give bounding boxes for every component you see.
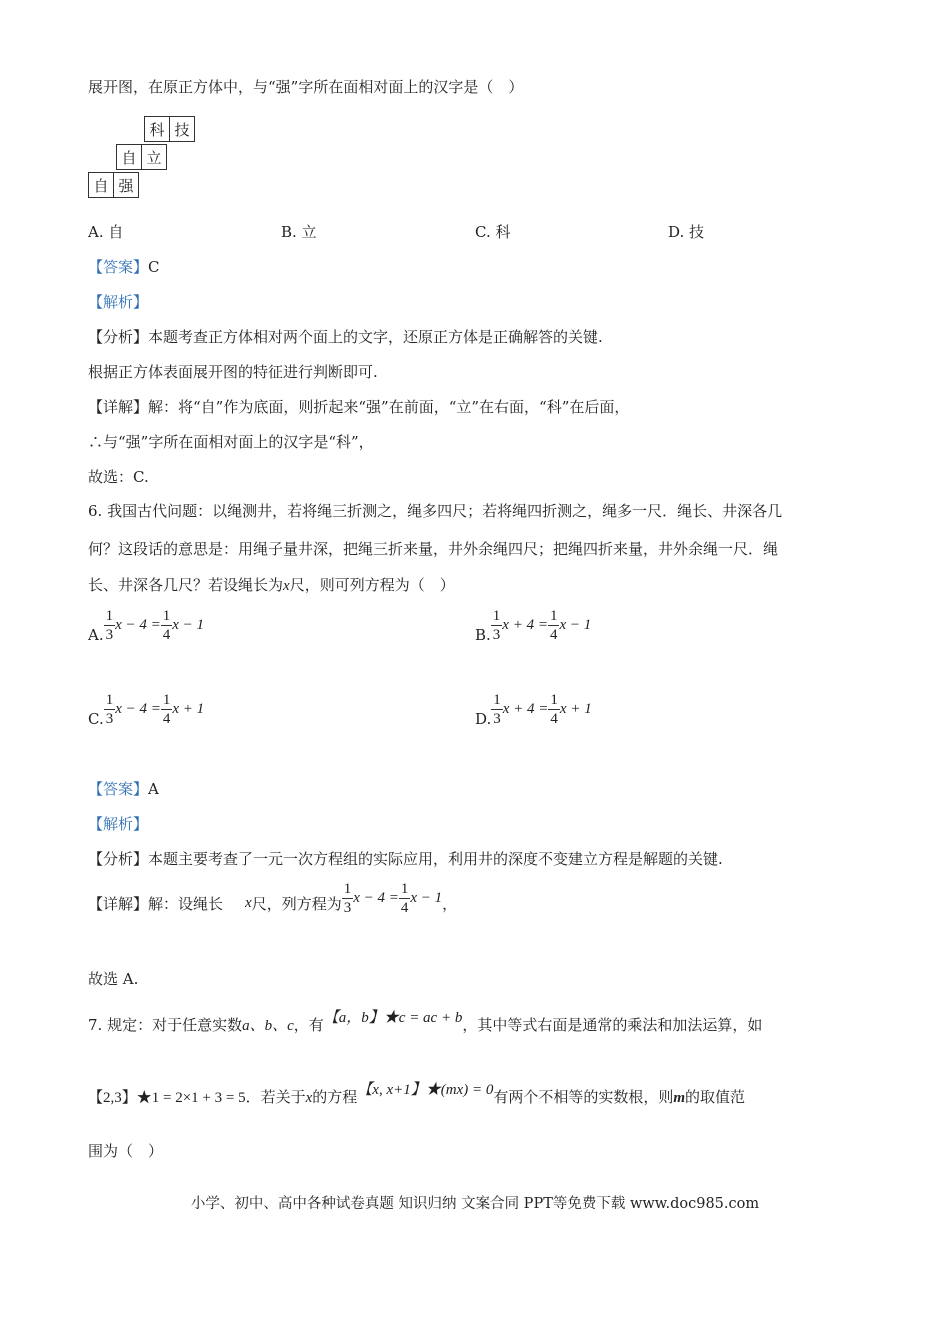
net-cell-qiang: 强 xyxy=(113,172,139,198)
q7-pre: 7. 规定：对于任意实数 xyxy=(88,1016,243,1034)
q5-analysis-tag: 【解析】 xyxy=(88,293,149,311)
q5-detail xyxy=(88,396,629,417)
q5-option-c: C. 科 xyxy=(475,223,511,241)
q6-line3-pre: 长、井深各几尺？若设绳长为 xyxy=(88,576,284,594)
q6-option-b xyxy=(475,607,591,644)
option-lhs: x − 4 = xyxy=(115,617,161,633)
q6-var-x: x xyxy=(283,578,290,594)
fraction-one-fourth: $\frac{1}{4}$ xyxy=(549,608,558,643)
q5-option-a: A. 自 xyxy=(88,223,124,241)
q6-option-d xyxy=(475,691,592,728)
q7-var-m: m xyxy=(673,1090,686,1106)
q6-detail xyxy=(88,880,457,917)
q5-answer xyxy=(88,256,160,277)
detail-tag: 【详解】 xyxy=(88,398,149,416)
option-lhs: x + 4 = xyxy=(502,617,548,633)
q7-example: 【2,3】★1 = 2×1 + 3 = 5 xyxy=(88,1090,246,1106)
fraction-one-fourth: $\frac{1}{4}$ xyxy=(550,692,558,727)
cube-net xyxy=(88,116,203,200)
option-label: C. xyxy=(88,709,104,728)
option-label: B. xyxy=(475,625,491,644)
q7-you: ，有 xyxy=(293,1016,324,1034)
q7-mid: ．若关于 xyxy=(245,1088,306,1106)
q6-line1: 6. 我国古代问题：以绳测井，若将绳三折测之，绳多四尺；若将绳四折测之，绳多一尺．绳长、井深各几 xyxy=(88,502,783,520)
detail-var-x: x xyxy=(245,895,252,911)
q6-option-a xyxy=(88,607,204,644)
q5-option-b: B. 立 xyxy=(281,223,317,241)
fenxi-text: 本题主要考查了一元一次方程组的实际应用，利用井的深度不变建立方程是解题的关键. xyxy=(148,850,723,868)
q5-fenxi xyxy=(88,326,603,347)
detail-pre: 解：设绳长 xyxy=(148,895,224,913)
q7-tail: 的取值范 xyxy=(685,1088,746,1106)
fraction-one-third: $\frac{1}{3}$ xyxy=(343,881,352,916)
q6-answer xyxy=(88,778,159,799)
fenxi-text: 本题考查正方体相对两个面上的文字，还原正方体是正确解答的关键. xyxy=(148,328,603,346)
answer-tag: 【答案】 xyxy=(88,780,149,798)
detail-eq-lhs: x − 4 = xyxy=(353,890,399,906)
page-footer: 小学、初中、高中各种试卷真题 知识归纳 文案合同 PPT等免费下载 www.doc985.com xyxy=(190,1196,760,1212)
option-rhs: x + 1 xyxy=(559,701,592,717)
option-label: A. xyxy=(88,625,104,644)
q7-line3: 围为（ ） xyxy=(88,1142,164,1160)
option-lhs: x + 4 = xyxy=(502,701,549,717)
q7-line1 xyxy=(88,1010,763,1035)
answer-value: A xyxy=(148,780,159,798)
q6-line3 xyxy=(88,574,455,595)
fraction-one-fourth: $\frac{1}{4}$ xyxy=(162,608,171,643)
net-cell-li: 立 xyxy=(141,144,167,170)
intro-line: 展开图，在原正方体中，与“强”字所在面相对面上的汉字是（ ） xyxy=(88,78,524,96)
detail-mid: 尺，列方程为 xyxy=(251,895,342,913)
q5-therefore: ∴与“强”字所在面相对面上的汉字是“科”， xyxy=(88,433,374,451)
q7-equation: 【x, x+1】★(mx) = 0 xyxy=(357,1082,494,1098)
fraction-one-third: $\frac{1}{3}$ xyxy=(493,692,501,727)
fraction-one-third: $\frac{1}{3}$ xyxy=(492,608,501,643)
fraction-one-third: $\frac{1}{3}$ xyxy=(105,608,114,643)
q7-mid2: 的方程 xyxy=(312,1088,358,1106)
q7-line2 xyxy=(88,1082,746,1107)
answer-tag: 【答案】 xyxy=(88,258,149,276)
q7-post: ，其中等式右面是通常的乘法和加法运算，如 xyxy=(462,1016,763,1034)
option-rhs: x + 1 xyxy=(172,701,205,717)
net-cell-ke: 科 xyxy=(144,116,170,142)
detail-text: 解：将“自”作为底面，则折起来“强”在前面，“立”在右面，“科”在后面， xyxy=(148,398,630,416)
option-label: D. xyxy=(475,709,492,728)
q6-choose: 故选 A. xyxy=(88,970,139,988)
q6-line2: 何？这段话的意思是：用绳子量井深，把绳三折来量，井外余绳四尺；把绳四折来量，井外余绳一尺．绳 xyxy=(88,540,779,558)
option-rhs: x − 1 xyxy=(172,617,205,633)
fraction-one-fourth: $\frac{1}{4}$ xyxy=(400,881,409,916)
detail-eq-rhs: x − 1 xyxy=(410,890,443,906)
net-cell-ji: 技 xyxy=(169,116,195,142)
fraction-one-third: $\frac{1}{3}$ xyxy=(105,692,114,727)
q7-mid3: 有两个不相等的实数根，则 xyxy=(493,1088,674,1106)
detail-tag: 【详解】 xyxy=(88,895,149,913)
q6-option-c xyxy=(88,691,204,728)
q5-choose: 故选：C. xyxy=(88,468,149,486)
q6-fenxi xyxy=(88,848,723,869)
q5-option-d: D. 技 xyxy=(668,223,705,241)
net-cell-zi-bottom: 自 xyxy=(88,172,114,198)
fenxi-tag: 【分析】 xyxy=(88,328,149,346)
q6-analysis-tag: 【解析】 xyxy=(88,815,149,833)
option-lhs: x − 4 = xyxy=(115,701,161,717)
q6-line3-post: 尺，则可列方程为（ ） xyxy=(289,576,455,594)
detail-post: ， xyxy=(442,895,458,913)
answer-value: C xyxy=(148,258,160,276)
q5-fenxi2: 根据正方体表面展开图的特征进行判断即可. xyxy=(88,363,378,381)
fraction-one-fourth: $\frac{1}{4}$ xyxy=(162,692,171,727)
option-rhs: x − 1 xyxy=(559,617,592,633)
q7-var-x: x xyxy=(305,1090,313,1106)
net-cell-zi-top: 自 xyxy=(116,144,142,170)
q7-definition: 【a，b】★c = ac + b xyxy=(323,1010,463,1026)
fenxi-tag: 【分析】 xyxy=(88,850,149,868)
q7-vars: a、b、c xyxy=(242,1018,294,1034)
